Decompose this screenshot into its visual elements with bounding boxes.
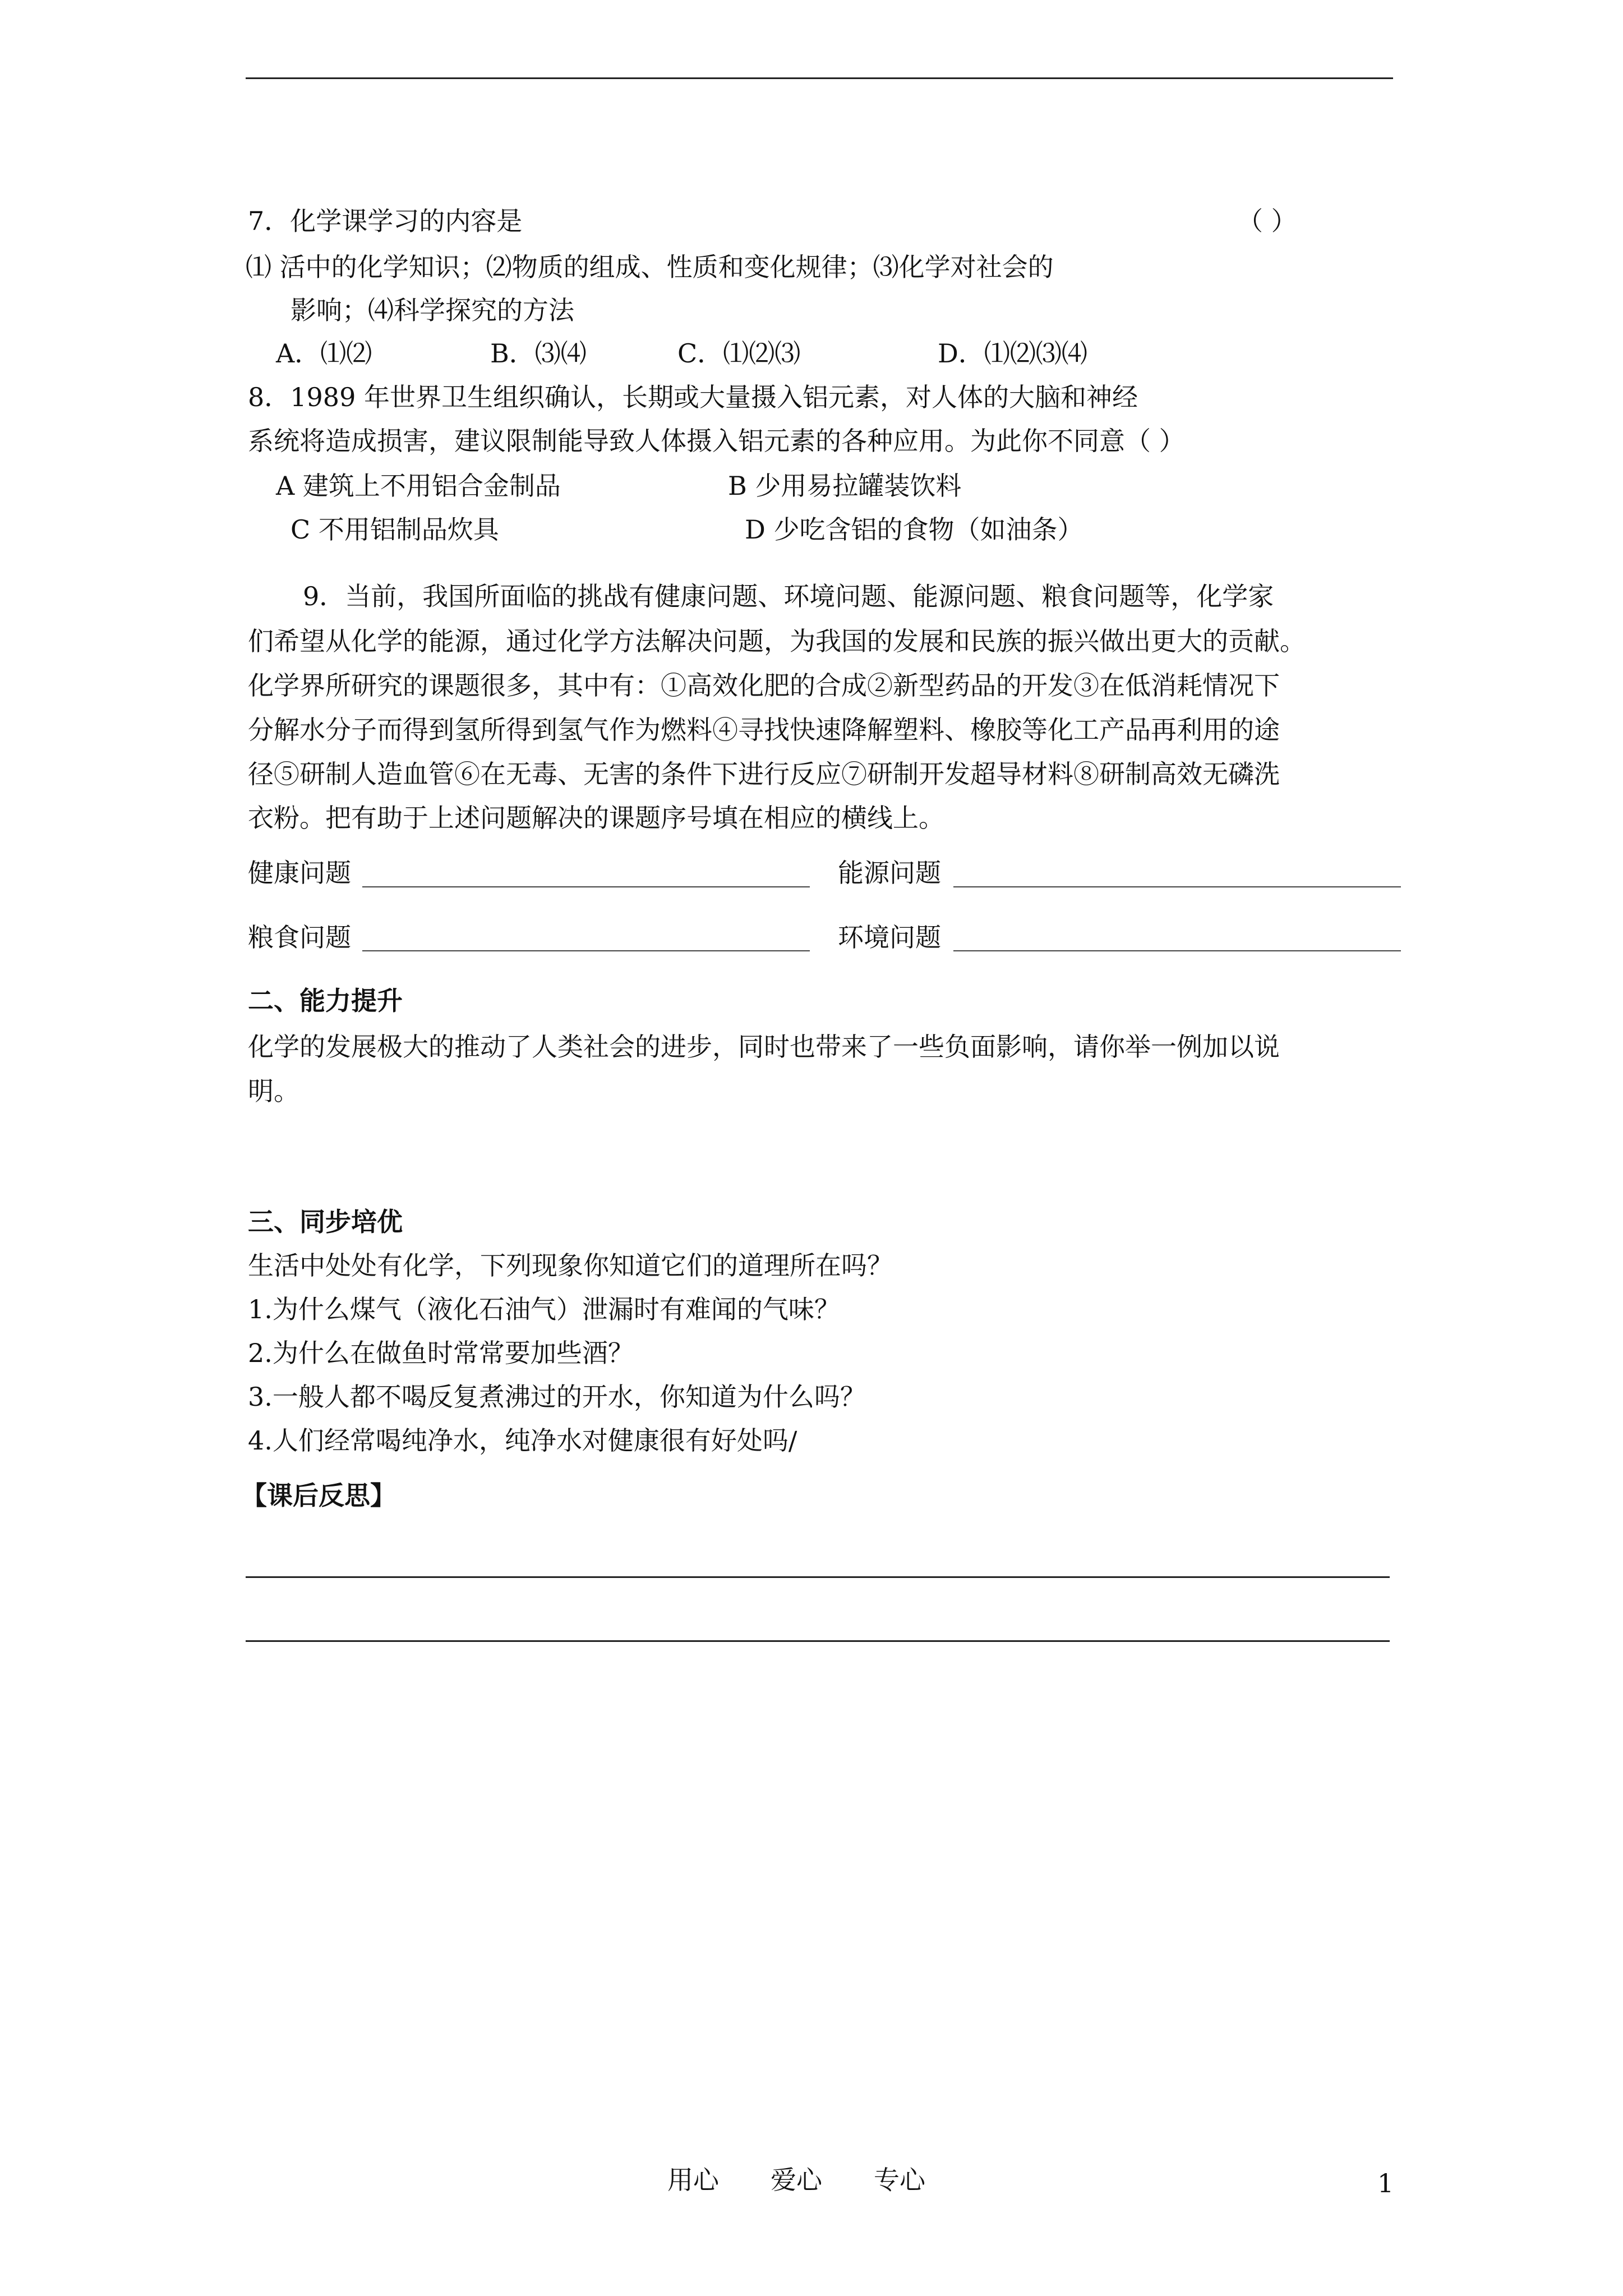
environment-issue-blank[interactable] (953, 950, 1401, 951)
section-3-item-3: 3.一般人都不喝反复煮沸过的开水，你知道为什么吗？ (248, 1382, 866, 1412)
q9-line-2: 们希望从化学的能源，通过化学方法解决问题，为我国的发展和民族的振兴做出更大的贡献。 (248, 626, 1306, 656)
q7-stem: 7．化学课学习的内容是 (248, 206, 523, 236)
reflection-line-1[interactable] (246, 1576, 1390, 1578)
reflection-heading: 【课后反思】 (241, 1480, 396, 1511)
header-rule (246, 77, 1393, 79)
q7-option-a: A．⑴⑵ (276, 338, 372, 369)
section-3-item-2: 2.为什么在做鱼时常常要加些酒？ (248, 1338, 634, 1368)
food-issue-blank[interactable] (362, 950, 810, 951)
q9-line-5: 径⑤研制人造血管⑥在无毒、无害的条件下进行反应⑦研制开发超导材料⑧研制高效无磷洗 (248, 759, 1280, 789)
section-2-line-1: 化学的发展极大的推动了人类社会的进步，同时也带来了一些负面影响，请你举一例加以说 (248, 1032, 1280, 1062)
footer-motto: 用心 爱心 专心 (667, 2165, 925, 2195)
q7-answer-bracket: （ ） (1237, 206, 1297, 236)
q9-line-1: 9．当前，我国所面临的挑战有健康问题、环境问题、能源问题、粮食问题等，化学家 (303, 581, 1274, 611)
energy-issue-blank[interactable] (953, 886, 1401, 887)
health-issue-blank[interactable] (362, 886, 810, 887)
q7-option-b: B．⑶⑷ (490, 338, 587, 369)
section-3-item-1: 1.为什么煤气（液化石油气）泄漏时有难闻的气味？ (248, 1294, 840, 1324)
section-2-heading: 二、能力提升 (248, 986, 403, 1016)
q9-line-3: 化学界所研究的课题很多，其中有：①高效化肥的合成②新型药品的开发③在低消耗情况下 (248, 670, 1280, 701)
section-2-line-2: 明。 (248, 1076, 299, 1106)
section-3-item-4: 4.人们经常喝纯净水，纯净水对健康很有好处吗/ (248, 1425, 797, 1456)
energy-issue-label: 能源问题 (838, 858, 941, 888)
q7-content-line-2: 影响；⑷科学探究的方法 (291, 295, 574, 325)
section-3-intro: 生活中处处有化学，下列现象你知道它们的道理所在吗？ (248, 1250, 893, 1281)
q7-content-line-1: ⑴ 活中的化学知识；⑵物质的组成、性质和变化规律；⑶化学对社会的 (246, 252, 1054, 282)
reflection-line-2[interactable] (246, 1640, 1390, 1642)
q8-option-c: C 不用铝制品炊具 (291, 514, 499, 545)
q7-option-d: D．⑴⑵⑶⑷ (938, 338, 1087, 369)
q9-line-4: 分解水分子而得到氢所得到氢气作为燃料④寻找快速降解塑料、橡胶等化工产品再利用的途 (248, 715, 1280, 745)
q8-line-2: 系统将造成损害，建议限制能导致人体摄入铝元素的各种应用。为此你不同意（ ） (248, 426, 1185, 456)
q8-line-1: 8．1989 年世界卫生组织确认，长期或大量摄入铝元素，对人体的大脑和神经 (248, 382, 1138, 412)
q8-option-a: A 建筑上不用铝合金制品 (276, 471, 561, 501)
q8-option-d: D 少吃含铝的食物（如油条） (745, 514, 1083, 545)
food-issue-label: 粮食问题 (248, 922, 351, 953)
q8-option-b: B 少用易拉罐装饮料 (728, 471, 962, 501)
q9-line-6: 衣粉。把有助于上述问题解决的课题序号填在相应的横线上。 (248, 803, 944, 833)
health-issue-label: 健康问题 (248, 858, 351, 888)
section-3-heading: 三、同步培优 (248, 1207, 403, 1237)
page-number: 1 (1377, 2168, 1394, 2198)
q7-option-c: C．⑴⑵⑶ (677, 338, 801, 369)
environment-issue-label: 环境问题 (838, 922, 941, 953)
